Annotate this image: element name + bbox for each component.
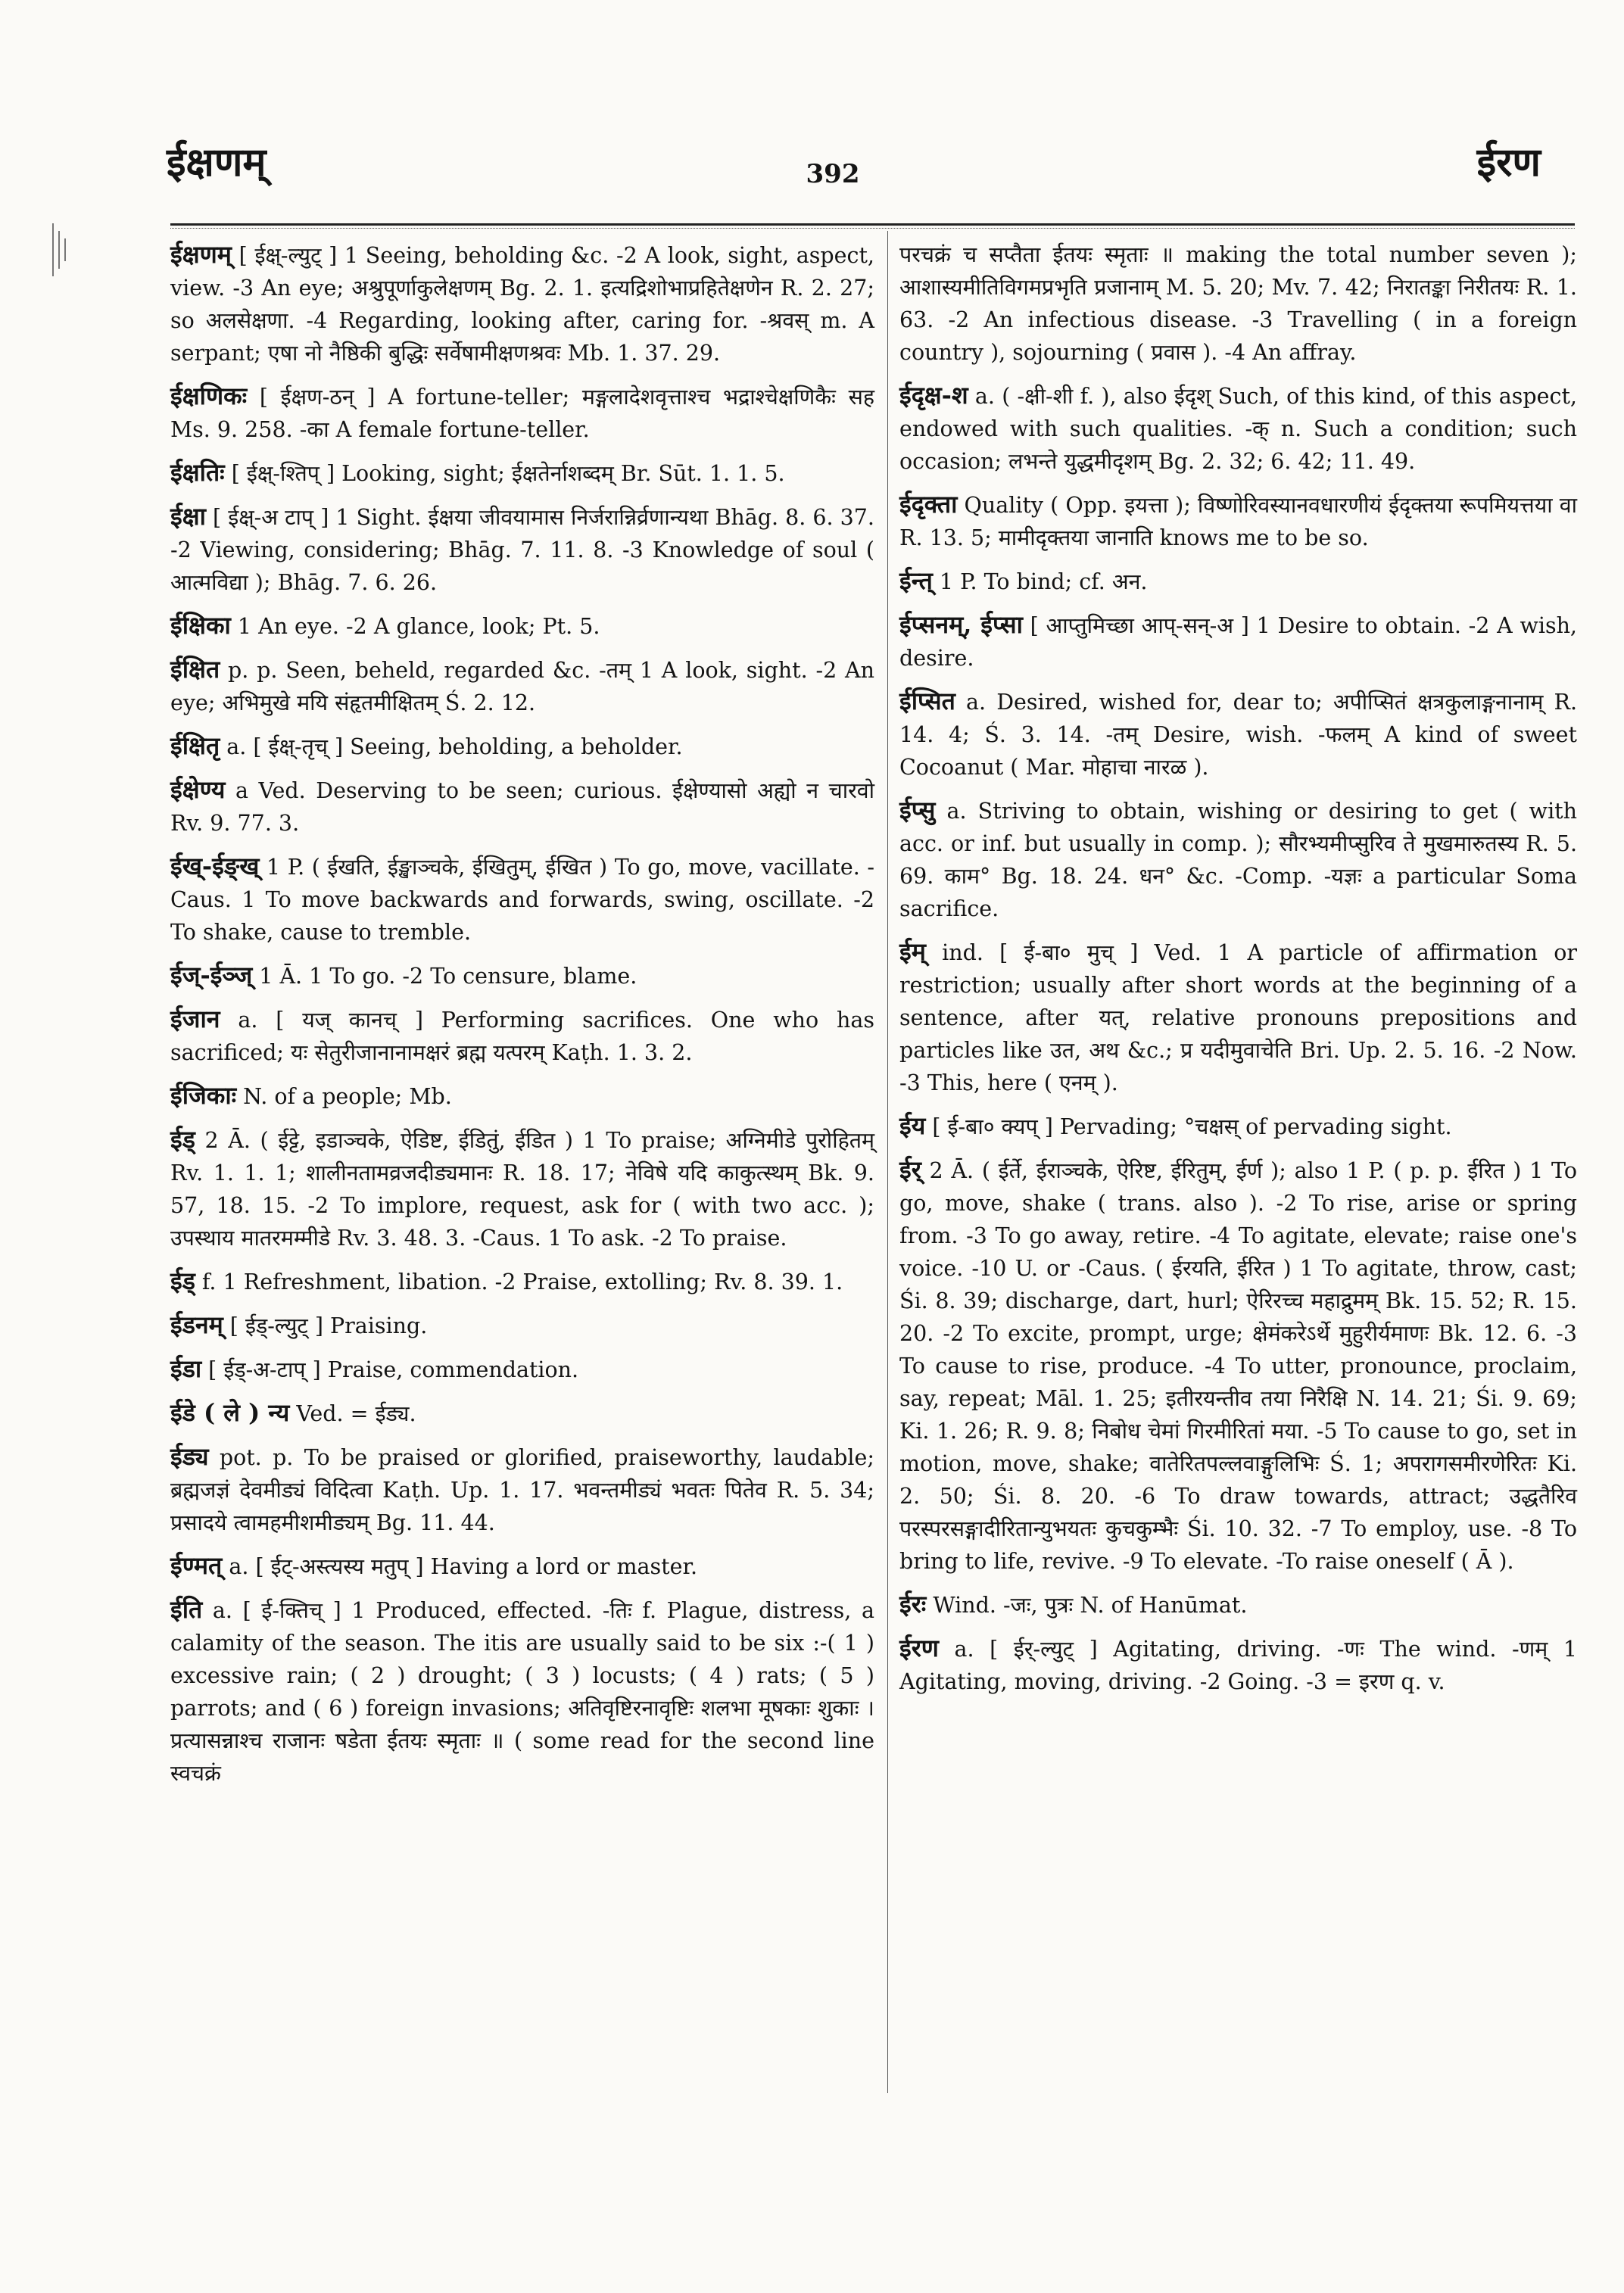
entry-text: [ ई-बा० क्यप् ] Pervading; °चक्षस् of pervading sight. <box>925 1114 1452 1139</box>
entry-text: a. [ ईर्-ल्युट् ] Agitating, driving. -णः The wind. -णम् 1 Agitating, moving, driving. -2 Going. -3 = इरण q. v. <box>899 1637 1577 1694</box>
entry-text: [ आप्तुमिच्छा आप्-सन्-अ ] 1 Desire to obtain. -2 A wish, desire. <box>899 613 1577 671</box>
headword: ईक्षा <box>170 502 206 531</box>
headword: ईक्षेण्य <box>170 775 226 804</box>
headword: ईन्त् <box>899 566 933 595</box>
entry-text: 2 Ā. ( ईर्ते, ईराञ्चके, ऐरिष्ट, ईरितुम्, ईर्ण ); also 1 P. ( p. p. ईरित ) 1 To go, move, shake ( trans. also ). -2 To rise, arise or spring from. -3 To go away, retire. -4 To agitate, elevate; raise one's voice. -10 U. or -Caus. ( ईरयति, ईरित ) 1 To agitate, throw, cast; Śi. 8. 39; discharge, dart, hurl; ऐरिरच्च महाद्रुमम् Bk. 15. 52; R. 15. 20. -2 To excite, prompt, urge; क्षेमंकरेऽर्थे मुहुरीर्यमाणः Bk. 12. 6. -3 To cause to rise, produce. -4 To utter, pronounce, proclaim, say, repeat; Māl. 1. 25; इतीरयन्तीव तया निरैक्षि N. 14. 21; Śi. 9. 69; Ki. 1. 26; R. 9. 8; निबोध चेमां गिरमीरितां मया. -5 To cause to go, set in motion, move, shake; वातेरितपल्लवाङ्गुलिभिः Ś. 1; अपरागसमीरणेरितः Ki. 2. 50; Śi. 8. 20. -6 To draw towards, attract; उद्धतैरिव परस्परसङ्गादीरितान्युभयतः कुचकुम्भैः Śi. 10. 32. -7 To employ, use. -8 To bring to life, revive. -9 To elevate. -To raise oneself ( Ā ). <box>899 1158 1577 1574</box>
entry-text: f. 1 Refreshment, libation. -2 Praise, extolling; Rv. 8. 39. 1. <box>195 1270 843 1294</box>
entry-text: N. of a people; Mb. <box>236 1084 452 1109</box>
headword: ईड् <box>170 1125 195 1154</box>
headword: ईड्य <box>170 1442 209 1471</box>
dictionary-entry <box>170 1353 874 1386</box>
entry-text: a. [ ई-क्तिच् ] 1 Produced, effected. -तिः f. Plague, distress, a calamity of the season. The itis are usually said to be six :-( 1 ) excessive rain; ( 2 ) drought; ( 3 ) locusts; ( 4 ) rats; ( 5 ) parrots; and ( 6 ) foreign invasions; अतिवृष्टिरनावृष्टिः शलभा मूषकाः शुकाः । प्रत्यासन्नाश्च राजानः षडेता ईतयः स्मृताः ॥ ( some read for the second line स्वचक्रं <box>170 1598 874 1786</box>
headword: ईक्षिका <box>170 611 231 640</box>
headword: ईजान <box>170 1005 220 1033</box>
column-divider <box>887 231 888 2093</box>
dictionary-entry <box>170 1080 874 1113</box>
headword: ईज्-ईञ्ज् <box>170 961 253 989</box>
dictionary-entry <box>170 1441 874 1539</box>
dictionary-entry <box>170 1003 874 1069</box>
entry-text: 1 P. ( ईखति, ईङ्खाञ्चके, ईखितुम्, ईखित ) To go, move, vacillate. -Caus. 1 To move backwards and forwards, swing, oscillate. -2 To shake, cause to tremble. <box>170 855 874 945</box>
header-rule <box>170 223 1575 226</box>
entry-text: परचक्रं च सप्तैता ईतयः स्मृताः ॥ making the total number seven ); आशास्यमीतिविगमप्रभृति प्रजानाम् M. 5. 20; Mv. 7. 42; निरातङ्का निरीतयः R. 1. 63. -2 An infectious disease. -3 Travelling ( in a foreign country ), sojourning ( प्रवास ). -4 An affray. <box>899 242 1577 365</box>
entry-text: [ ईक्ष्-श्तिप् ] Looking, sight; ईक्षतेर्नाशब्दम् Br. Sūt. 1. 1. 5. <box>224 461 785 486</box>
margin-ornament-icon <box>45 220 76 280</box>
dictionary-entry <box>899 238 1577 369</box>
headword: ईक्षणिकः <box>170 382 248 410</box>
dictionary-entry <box>170 959 874 992</box>
dictionary-entry <box>899 794 1577 925</box>
entry-text: 1 An eye. -2 A glance, look; Pt. 5. <box>230 614 600 639</box>
dictionary-entry <box>170 1594 874 1790</box>
entry-text: [ ईक्ष्-ल्युट् ] 1 Seeing, beholding &c. -2 A look, sight, aspect, view. -3 An eye; अश्रुपूर्णाकुलेक्षणम् Bg. 2. 1. इत्यद्रिशोभाप्रहितेक्षणेन R. 2. 27; so अलसेक्षणा. -4 Regarding, looking after, caring for. -श्रवस् m. A serpant; एषा नो नैष्ठिकी बुद्धिः सर्वेषामीक्षणश्रवः Mb. 1. 37. 29. <box>170 243 874 366</box>
dictionary-entry <box>170 1123 874 1254</box>
entry-text: Ved. = ईड्य. <box>289 1401 416 1426</box>
dictionary-entry <box>899 936 1577 1099</box>
dictionary-entry <box>170 456 874 490</box>
headword: ईप्सनम्, ईप्सा <box>899 610 1023 639</box>
dictionary-entry <box>899 1588 1577 1622</box>
headword: ईप्सु <box>899 796 936 824</box>
entry-text: Quality ( Opp. इयत्ता ); विष्णोरिवस्यानवधारणीयं ईदृक्तया रूपमियत्तया वा R. 13. 5; मामीदृक्तया जानाति knows me to be so. <box>899 493 1577 550</box>
headword: ईडनम् <box>170 1310 223 1339</box>
dictionary-entry <box>170 730 874 763</box>
dictionary-entry <box>899 1632 1577 1698</box>
dictionary-entry <box>170 1397 874 1430</box>
headword: ईडा <box>170 1354 202 1383</box>
headword: ईति <box>170 1595 203 1624</box>
header-rule-dotted <box>170 228 1575 229</box>
headword: ईर् <box>899 1155 921 1184</box>
running-head-right: ईरण <box>1476 139 1541 185</box>
dictionary-entry <box>170 380 874 446</box>
dictionary-entry <box>899 1110 1577 1143</box>
headword: ईदृक्ता <box>899 490 958 519</box>
entry-text: [ ईक्षण-ठन् ] A fortune-teller; मङ्गलादेशवृत्ताश्च भद्राश्चेक्षणिकैः सह Ms. 9. 258. -का A female fortune-teller. <box>170 385 874 442</box>
headword: ईक्षतिः <box>170 458 225 487</box>
right-column <box>899 238 1577 1709</box>
headword: ईदृक्ष-श <box>899 381 968 410</box>
dictionary-entry <box>899 609 1577 675</box>
entry-text: [ ईड्-ल्युट् ] Praising. <box>223 1313 428 1338</box>
entry-text: a. [ यज् कानच् ] Performing sacrifices. One who has sacrificed; यः सेतुरीजानानामक्षरं ब्रह्म यत्परम् Kaṭh. 1. 3. 2. <box>170 1008 874 1065</box>
entry-text: 1 Ā. 1 To go. -2 To censure, blame. <box>252 964 637 989</box>
entry-text: pot. p. To be praised or glorified, praiseworthy, laudable; ब्रह्मजज्ञं देवमीड्यं विदित्वा Kaṭh. Up. 1. 17. भवन्तमीड्यं भवतः पितेव R. 5. 34; प्रसादये त्वामहमीशमीड्यम् Bg. 11. 44. <box>170 1445 874 1535</box>
headword: ईक्षितृ <box>170 731 220 760</box>
dictionary-entry <box>170 774 874 840</box>
entry-text: [ ईड्-अ-टाप् ] Praise, commendation. <box>201 1357 579 1382</box>
dictionary-entry <box>170 609 874 643</box>
dictionary-entry <box>170 238 874 369</box>
running-head-left: ईक्षणम् <box>167 139 267 185</box>
dictionary-entry <box>899 379 1577 478</box>
dictionary-entry <box>170 1265 874 1298</box>
entry-text: p. p. Seen, beheld, regarded &c. -तम् 1 A look, sight. -2 An eye; अभिमुखे मयि संहृतमीक्षितम् Ś. 2. 12. <box>170 658 874 715</box>
entry-text: Wind. -जः, पुत्रः N. of Hanūmat. <box>926 1593 1248 1618</box>
entry-text: 1 P. To bind; cf. अन. <box>932 569 1148 594</box>
headword: ईख्-ईङ्ख् <box>170 852 260 880</box>
dictionary-entry <box>170 500 874 599</box>
dictionary-entry <box>170 1550 874 1583</box>
entry-text: a. [ ईक्ष्-तृच् ] Seeing, beholding, a beholder. <box>220 734 683 759</box>
headword: ईडे ( ले ) न्य <box>170 1398 290 1427</box>
headword: ईजिकाः <box>170 1081 237 1110</box>
entry-text: ind. [ ई-बा० मुच् ] Ved. 1 A particle of affirmation or restriction; usually after short words at the beginning of a sentence, after यत्, relative pronouns prepositions and particles like उत, अथ &c.; प्र यदीमुवाचेति Bri. Up. 2. 5. 16. -2 Now. -3 This, here ( एनम् ). <box>899 940 1577 1095</box>
headword: ईक्षणम् <box>170 240 232 269</box>
entry-text: a. Striving to obtain, wishing or desiring to get ( with acc. or inf. but usually in comp. ); सौरभ्यमीप्सुरिव ते मुखमारुतस्य R. 5. 69. काम° Bg. 18. 24. धन° &c. -Comp. -यज्ञः a particular Soma sacrifice. <box>899 799 1577 921</box>
left-column <box>170 238 874 1800</box>
headword: ईय <box>899 1111 926 1140</box>
entry-text: a. [ ईट्-अस्त्यस्य मतुप् ] Having a lord or master. <box>222 1554 698 1579</box>
page-number: 392 <box>806 159 860 189</box>
entry-text: [ ईक्ष्-अ टाप् ] 1 Sight. ईक्षया जीवयामास निर्जरान्निर्व्रणान्यथा Bhāg. 8. 6. 37. -2 Viewing, considering; Bhāg. 7. 11. 8. -3 Knowledge of soul ( आत्मविद्या ); Bhāg. 7. 6. 26. <box>170 505 874 595</box>
headword: ईक्षित <box>170 655 220 684</box>
dictionary-entry <box>899 685 1577 784</box>
entry-text: a. Desired, wished for, dear to; अपीप्सितं क्षत्रकुलाङ्गनानाम् R. 14. 4; Ś. 3. 14. -तम् Desire, wish. -फलम् A kind of sweet Cocoanut ( Mar. मोहाचा नारळ ). <box>899 690 1577 780</box>
headword: ईप्सित <box>899 687 955 715</box>
entry-text: a. ( -क्षी-शी f. ), also ईदृश् Such, of this kind, of this aspect, endowed with such qualities. -क् n. Such a condition; such occasion; लभन्ते युद्धमीदृशम् Bg. 2. 32; 6. 42; 11. 49. <box>899 384 1577 474</box>
headword: ईड् <box>170 1266 195 1295</box>
entry-text: a Ved. Deserving to be seen; curious. ईक्षेण्यासो अह्यो न चारवो Rv. 9. 77. 3. <box>170 778 874 836</box>
headword: ईण्मत् <box>170 1551 223 1580</box>
entry-text: 2 Ā. ( ईट्टे, इडाञ्चके, ऐडिष्ट, ईडितुं, ईडित ) 1 To praise; अग्निमीडे पुरोहितम् Rv. 1. 1. 1; शालीनतामव्रजदीड्यमानः R. 18. 17; नेविषे यदि काकुत्स्थम् Bk. 9. 57, 18. 15. -2 To implore, request, ask for ( with two acc. ); उपस्थाय मातरमम्मीडे Rv. 3. 48. 3. -Caus. 1 To ask. -2 To praise. <box>170 1128 874 1251</box>
dictionary-entry <box>170 850 874 949</box>
headword: ईरः <box>899 1590 927 1618</box>
headword: ईरण <box>899 1634 939 1662</box>
dictionary-entry <box>899 488 1577 554</box>
headword: ईम् <box>899 937 926 966</box>
dictionary-entry <box>170 653 874 719</box>
dictionary-entry <box>899 1154 1577 1578</box>
dictionary-entry <box>170 1309 874 1342</box>
dictionary-entry <box>899 565 1577 598</box>
